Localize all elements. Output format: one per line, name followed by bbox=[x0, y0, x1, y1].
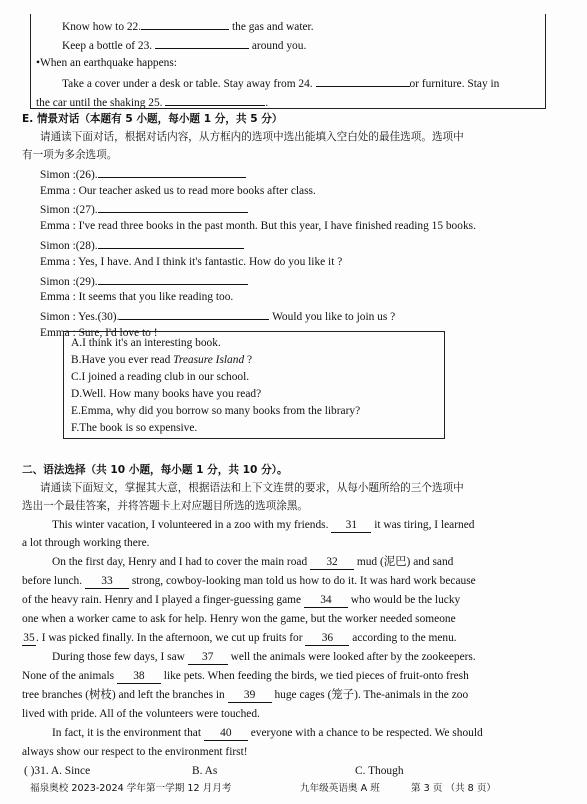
passage-line: one when a worker came to ask for help. Henry won the game, but the worker needed someone bbox=[22, 613, 456, 625]
dialog-text: Simon :(29). bbox=[40, 276, 98, 288]
passage-text: During those few days, I saw bbox=[52, 651, 185, 663]
section-e-instr-1: 请通读下面对话，根据对话内容，从方框内的选项中选出能填入空白处的最佳选项。选项中 bbox=[40, 131, 464, 143]
option-c: C.I joined a reading club in our school. bbox=[71, 371, 250, 383]
dialog-line bbox=[40, 166, 246, 182]
dialog-line: Emma : Sure, I'd love to ! bbox=[40, 327, 158, 339]
passage-line bbox=[22, 669, 469, 684]
section-e-instr-2: 有一项为多余选项。 bbox=[22, 149, 118, 161]
blank-33: 33 bbox=[85, 574, 129, 589]
question-31: ( )31. A. Since bbox=[24, 765, 91, 777]
footer-page-number: 第 3 页 （共 8 页） bbox=[411, 783, 497, 794]
blank-22 bbox=[141, 18, 229, 30]
question-31-option-b: B. As bbox=[192, 765, 218, 777]
option-a: A.I think it's an interesting book. bbox=[71, 337, 221, 349]
section-2-instr-1: 请通读下面短文，掌握其大意，根据语法和上下文连贯的要求，从每小题所给的三个选项中 bbox=[40, 482, 464, 494]
blank-23 bbox=[155, 37, 249, 49]
section-e-heading: E. 情景对话（本题有 5 小题，每小题 1 分，共 5 分） bbox=[22, 113, 283, 125]
blank-27 bbox=[98, 201, 248, 213]
passage-text: like pets. When feeding the birds, we tied pieces of fruit-onto fresh bbox=[163, 670, 469, 682]
option-f: F.The book is so expensive. bbox=[71, 422, 198, 434]
passage-text: huge cages (笼子). The-animals in the zoo bbox=[274, 689, 469, 701]
tip-text: Keep a bottle of 23. bbox=[62, 40, 153, 52]
footer-class: 九年级英语奥 A 班 bbox=[300, 783, 380, 794]
blank-25 bbox=[165, 94, 265, 106]
dialog-line bbox=[40, 273, 248, 289]
dialog-line: Emma : I've read three books in the past month. But this year, I have finished reading 15 books. bbox=[40, 220, 476, 232]
passage-text: strong, cowboy-looking man told us how to do it. It was hard work because bbox=[131, 575, 476, 587]
blank-39: 39 bbox=[228, 688, 272, 703]
passage-text: . I was picked finally. In the afternoon, we cut up fruits for bbox=[36, 632, 303, 644]
passage-line bbox=[52, 555, 453, 570]
passage-line: always show our respect to the environment first! bbox=[22, 746, 248, 758]
blank-31: 31 bbox=[331, 518, 371, 533]
tip-line-25 bbox=[36, 94, 268, 110]
blank-30 bbox=[119, 308, 269, 320]
passage-text: who would be the lucky bbox=[350, 594, 461, 606]
blank-26 bbox=[98, 166, 246, 178]
dialog-line: Emma : Yes, I have. And I think it's fantastic. How do you like it ? bbox=[40, 256, 343, 268]
passage-line: a lot through working there. bbox=[22, 537, 150, 549]
question-31-option-c: C. Though bbox=[355, 765, 404, 777]
passage-line bbox=[22, 631, 457, 646]
tip-text: Take a cover under a desk or table. Stay away from 24. bbox=[62, 78, 313, 90]
tip-line-24 bbox=[62, 75, 499, 91]
passage-text: tree branches (树枝) and left the branches in bbox=[22, 689, 225, 701]
dialog-line: Emma : It seems that you like reading too. bbox=[40, 291, 234, 303]
passage-line: lived with pride. All of the volunteers were touched. bbox=[22, 708, 260, 720]
tip-text: or furniture. Stay in bbox=[409, 78, 500, 90]
tip-text: around you. bbox=[251, 40, 307, 52]
passage-line bbox=[22, 574, 476, 589]
passage-text: On the first day, Henry and I had to cover the main road bbox=[52, 556, 308, 568]
tip-line-23 bbox=[62, 37, 306, 53]
section-2-instr-2: 选出一个最佳答案，并将答题卡上对应题目所选的选项涂黑。 bbox=[22, 500, 309, 512]
dialog-line bbox=[40, 237, 244, 253]
option-e: E.Emma, why did you borrow so many books from the library? bbox=[71, 405, 361, 417]
option-text: ? bbox=[247, 354, 253, 366]
tip-line-heading: •When an earthquake happens: bbox=[36, 57, 177, 69]
blank-36: 36 bbox=[305, 631, 349, 646]
dialog-text: Simon :(27). bbox=[40, 204, 98, 216]
option-d: D.Well. How many books have you read? bbox=[71, 388, 262, 400]
blank-34: 34 bbox=[304, 593, 348, 608]
dialog-text: Simon :(26). bbox=[40, 169, 98, 181]
blank-32: 32 bbox=[310, 555, 354, 570]
blank-40: 40 bbox=[204, 726, 248, 741]
passage-text: before lunch. bbox=[22, 575, 83, 587]
tip-line-22 bbox=[62, 18, 314, 34]
tip-text: . bbox=[265, 97, 269, 109]
passage-line bbox=[52, 650, 476, 665]
passage-line bbox=[52, 726, 483, 741]
passage-text: mud (泥巴) and sand bbox=[356, 556, 454, 568]
blank-37: 37 bbox=[188, 650, 228, 665]
option-text: B.Have you ever read bbox=[71, 354, 174, 366]
passage-text: it was tiring, I learned bbox=[374, 519, 475, 531]
passage-text: everyone with a chance to be respected. We should bbox=[250, 727, 483, 739]
blank-38: 38 bbox=[117, 669, 161, 684]
section-2-heading: 二、语法选择（共 10 小题，每小题 1 分，共 10 分）。 bbox=[22, 464, 288, 476]
passage-line bbox=[22, 688, 468, 703]
option-b bbox=[71, 353, 252, 367]
passage-text: In fact, it is the environment that bbox=[52, 727, 201, 739]
blank-28 bbox=[98, 237, 244, 249]
dialog-text: Simon :(28). bbox=[40, 240, 98, 252]
tip-text: the car until the shaking 25. bbox=[36, 97, 163, 109]
blank-35: 35 bbox=[23, 632, 35, 644]
passage-line bbox=[22, 593, 460, 608]
footer-school: 福泉奥校 2023-2024 学年第一学期 12 月月考 bbox=[30, 783, 232, 794]
tip-text: Know how to 22. bbox=[62, 21, 142, 33]
dialog-line bbox=[40, 201, 248, 217]
dialog-line bbox=[40, 308, 395, 324]
passage-line bbox=[52, 518, 474, 533]
passage-text: according to the menu. bbox=[352, 632, 457, 644]
tip-text: the gas and water. bbox=[231, 21, 314, 33]
passage-text: None of the animals bbox=[22, 670, 115, 682]
dialog-text: Would you like to join us ? bbox=[272, 311, 396, 323]
blank-29 bbox=[98, 273, 248, 285]
passage-text: well the animals were looked after by the zookeepers. bbox=[230, 651, 476, 663]
book-title: Treasure Island bbox=[173, 354, 245, 366]
dialog-text: Simon : Yes.(30). bbox=[40, 311, 120, 323]
dialog-line: Emma : Our teacher asked us to read more books after class. bbox=[40, 185, 316, 197]
blank-24 bbox=[316, 75, 410, 87]
passage-text: This winter vacation, I volunteered in a zoo with my friends. bbox=[52, 519, 329, 531]
passage-text: of the heavy rain. Henry and I played a finger-guessing game bbox=[22, 594, 302, 606]
